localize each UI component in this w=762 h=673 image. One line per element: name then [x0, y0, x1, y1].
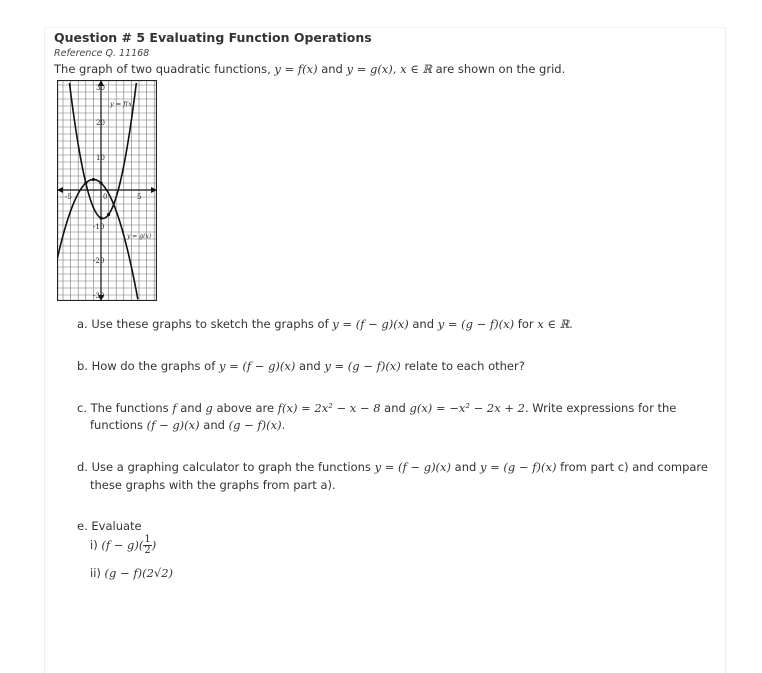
part-b: b. How do the graphs of y = (f − g)(x) and y = (g − f)(x) relate to each other?: [77, 359, 525, 373]
fraction-one-half: $\frac{1}{2}$: [144, 534, 151, 556]
question-title: Question # 5 Evaluating Function Operations: [54, 30, 372, 45]
x-label-neg5: -5: [65, 193, 72, 201]
part-e-ii: ii) (g − f)(2√2): [90, 566, 174, 580]
curve-point: [84, 181, 87, 184]
curve-point: [107, 213, 110, 216]
math-f: y = f(x): [274, 62, 318, 76]
part-e-label: e. Evaluate: [77, 519, 142, 533]
quadratic-graph: [57, 80, 157, 301]
math-g: y = g(x), x ∈ ℝ: [346, 62, 432, 76]
y-label-neg30: -30: [93, 292, 105, 300]
part-d: d. Use a graphing calculator to graph the functions y = (f − g)(x) and y = (g − f)(x) from part c) and compare: [77, 460, 708, 474]
y-label-neg20: -20: [93, 257, 105, 265]
y-label-neg10: -10: [93, 223, 105, 231]
y-label-30: 30: [96, 84, 105, 92]
part-c: c. The functions f and g above are f(x) = 2x² − x − 8 and g(x) = −x² − 2x + 2. Write expressions for the: [77, 401, 677, 415]
part-d-line2: these graphs with the graphs from part a).: [90, 478, 336, 492]
x-label-0: 0: [103, 193, 108, 201]
intro-text: The graph of two quadratic functions, y = f(x) and y = g(x), x ∈ ℝ are shown on the grid.: [54, 62, 566, 76]
reference-label: Reference Q. 11168: [54, 48, 150, 59]
g-curve-label: y = g(x): [127, 233, 152, 240]
f-curve-label: y = f(x): [110, 100, 135, 108]
part-a: a. Use these graphs to sketch the graphs of y = (f − g)(x) and y = (g − f)(x) for x ∈ ℝ.: [77, 317, 573, 331]
y-label-10: 10: [96, 154, 105, 162]
y-label-20: 20: [96, 119, 105, 127]
curve-point: [99, 216, 102, 219]
curve-point: [92, 178, 95, 181]
curve-point: [99, 181, 102, 184]
part-c-line2: functions (f − g)(x) and (g − f)(x).: [90, 418, 286, 432]
part-e-i: i) (f − g)( $\frac{1}{2}$ ): [90, 534, 157, 556]
x-label-5: 5: [137, 193, 142, 201]
